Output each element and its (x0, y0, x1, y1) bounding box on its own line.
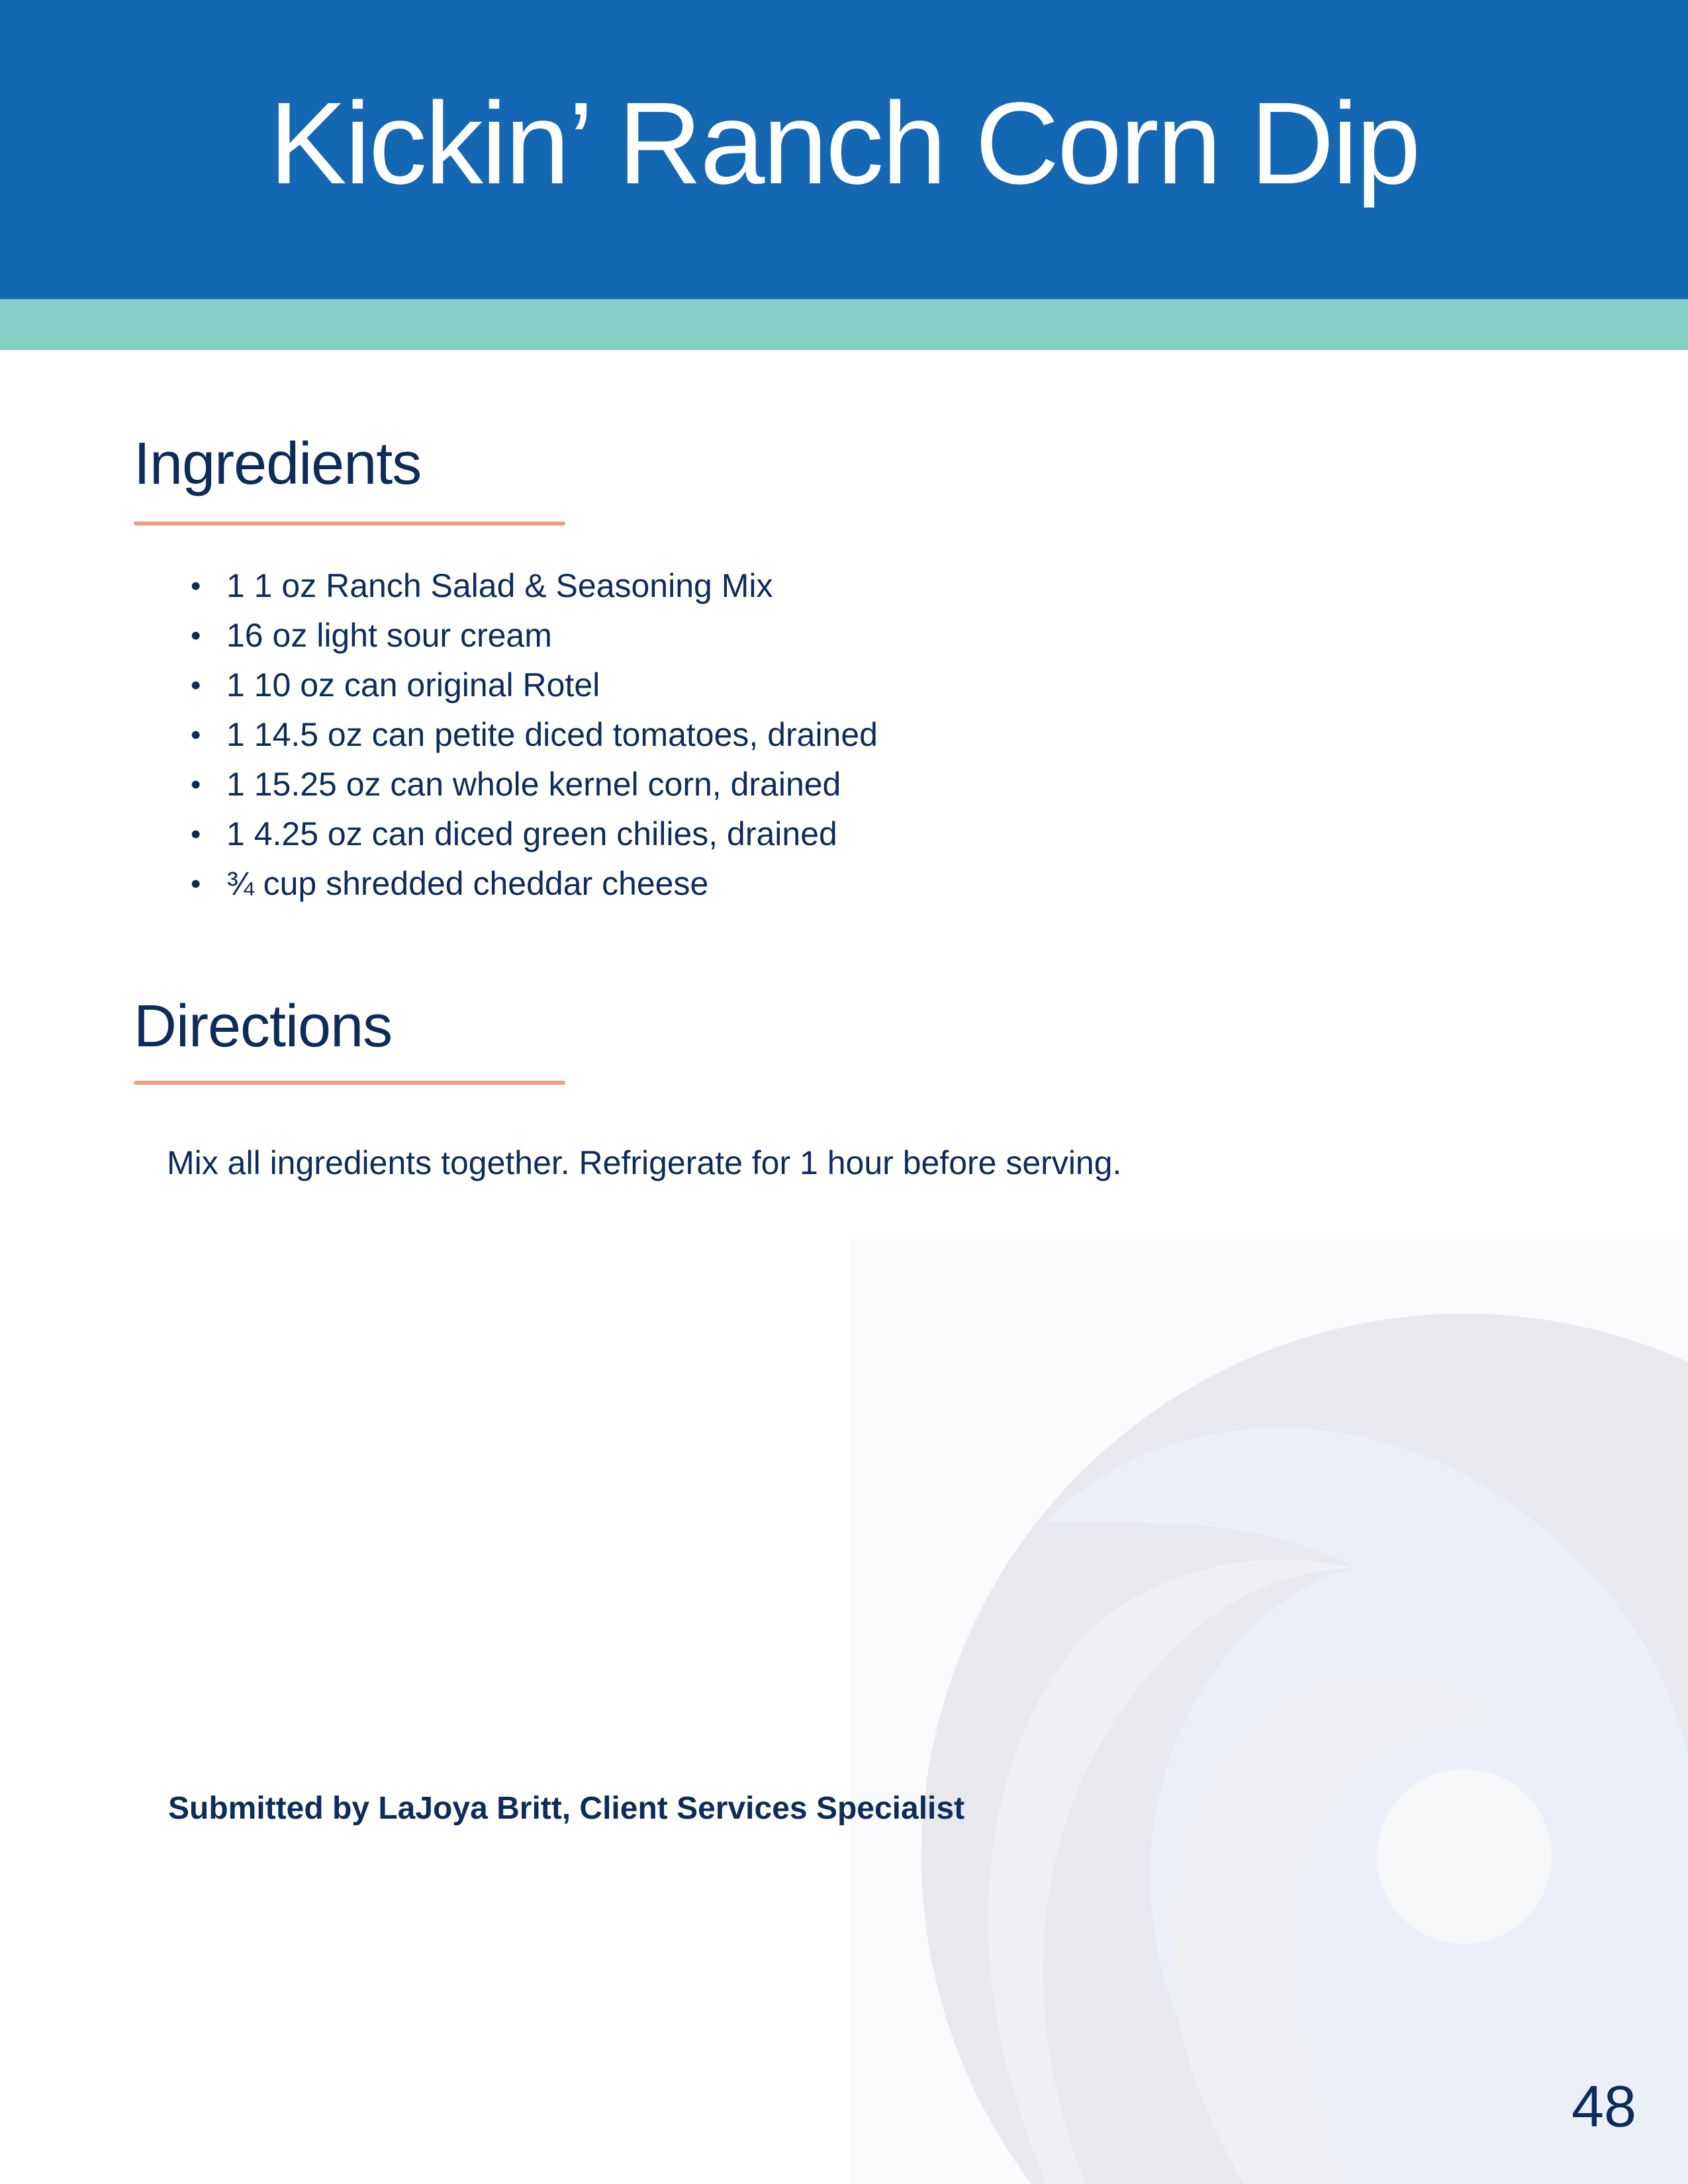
bullet-icon: • (191, 768, 201, 801)
ingredient-text: ¾ cup shredded cheddar cheese (226, 865, 709, 902)
bullet-icon: • (191, 868, 201, 900)
page-number: 48 (1571, 2073, 1636, 2139)
ingredient-text: 16 oz light sour cream (226, 617, 552, 654)
list-item (187, 660, 878, 710)
recipe-title: Kickin’ Ranch Corn Dip (269, 79, 1419, 208)
ingredients-list (187, 561, 878, 909)
bullet-icon: • (191, 719, 201, 751)
list-item (187, 561, 878, 611)
accent-band (0, 299, 1688, 350)
directions-heading: Directions (134, 993, 393, 1060)
ingredients-heading: Ingredients (134, 431, 422, 497)
ingredients-heading-rule (134, 522, 565, 525)
ingredient-text: 1 14.5 oz can petite diced tomatoes, drained (226, 716, 878, 753)
list-item (187, 611, 878, 660)
bullet-icon: • (191, 669, 201, 702)
swirl-logo-watermark-icon (850, 1239, 1688, 2184)
ingredient-text: 1 1 oz Ranch Salad & Seasoning Mix (226, 567, 773, 604)
list-item (187, 859, 878, 909)
ingredient-text: 1 10 oz can original Rotel (226, 666, 600, 704)
directions-text: Mix all ingredients together. Refrigerate for 1 hour before serving. (167, 1144, 1122, 1181)
ingredient-text: 1 4.25 oz can diced green chilies, drained (226, 815, 837, 852)
list-item (187, 760, 878, 809)
ingredient-text: 1 15.25 oz can whole kernel corn, drained (226, 766, 841, 803)
bullet-icon: • (191, 570, 201, 602)
list-item (187, 710, 878, 760)
bullet-icon: • (191, 619, 201, 652)
directions-heading-rule (134, 1081, 565, 1085)
list-item (187, 809, 878, 859)
bullet-icon: • (191, 818, 201, 850)
submitted-by: Submitted by LaJoya Britt, Client Services Specialist (168, 1791, 965, 1826)
